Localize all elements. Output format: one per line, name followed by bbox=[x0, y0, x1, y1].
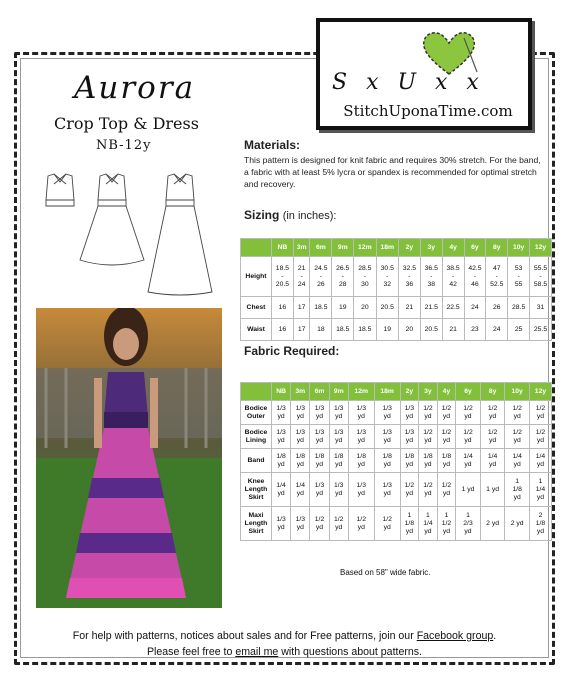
table-cell: 1/3 yd bbox=[374, 425, 400, 449]
table-cell: 25 bbox=[508, 319, 530, 341]
fabric-heading: Fabric Required: bbox=[244, 344, 340, 358]
table-row bbox=[241, 473, 552, 507]
table-cell: 1/2 yd bbox=[480, 425, 505, 449]
table-cell: 20 bbox=[354, 297, 376, 319]
table-row bbox=[241, 425, 552, 449]
table-cell: 1/8 yd bbox=[374, 449, 400, 473]
table-cell: 1/2 yd bbox=[437, 425, 456, 449]
fabric-table-body bbox=[241, 401, 552, 541]
sizing-table bbox=[240, 238, 552, 341]
table-cell: 1/8 yd bbox=[291, 449, 310, 473]
table-cell: 1/3 yd bbox=[272, 425, 291, 449]
knee-dress-sketch bbox=[80, 174, 144, 265]
table-cell: 28.5 bbox=[508, 297, 530, 319]
row-label: Waist bbox=[241, 319, 272, 341]
maxi-dress-sketch bbox=[148, 174, 212, 295]
sizing-heading-label: Sizing bbox=[244, 208, 280, 222]
table-cell: 1/3 yd bbox=[348, 473, 374, 507]
sizing-column-header-9m: 9m bbox=[332, 239, 354, 257]
fabric-column-header-3m: 3m bbox=[291, 383, 310, 401]
fabric-column-header-3y: 3y bbox=[419, 383, 438, 401]
fabric-column-header-6y: 6y bbox=[456, 383, 481, 401]
table-cell: 21 bbox=[442, 319, 464, 341]
materials-text: This pattern is designed for knit fabric and requires 30% stretch. For the band, a fabric with at least 5% lycra or spandex is recommended for optimal stretch and recovery. bbox=[244, 155, 541, 189]
fabric-column-header-12m: 12m bbox=[348, 383, 374, 401]
table-cell: 32.5 - 36 bbox=[398, 257, 420, 297]
site-logo[interactable] bbox=[316, 18, 532, 130]
table-cell: 24.5 - 26 bbox=[310, 257, 332, 297]
pattern-subtitle: Crop Top & Dress bbox=[54, 114, 199, 133]
table-cell: 1/2 yd bbox=[419, 473, 438, 507]
fabric-column-header-4y: 4y bbox=[437, 383, 456, 401]
table-cell: 1 yd bbox=[480, 473, 505, 507]
table-row bbox=[241, 507, 552, 541]
sizing-column-header-6y: 6y bbox=[464, 239, 486, 257]
fabric-header-corner bbox=[241, 383, 272, 401]
table-cell: 1/8 yd bbox=[400, 449, 419, 473]
table-cell: 1 1/4 yd bbox=[529, 473, 551, 507]
table-cell: 24 bbox=[486, 319, 508, 341]
table-cell: 16 bbox=[272, 319, 294, 341]
table-cell: 1/3 yd bbox=[374, 401, 400, 425]
table-row bbox=[241, 319, 552, 341]
table-cell: 38.5 - 42 bbox=[442, 257, 464, 297]
table-cell: 1/2 yd bbox=[310, 507, 329, 541]
table-cell: 1/8 yd bbox=[310, 449, 329, 473]
table-cell: 1/3 yd bbox=[348, 401, 374, 425]
footer-line-2 bbox=[20, 644, 549, 660]
crop-top-sketch bbox=[46, 174, 74, 206]
sizing-header-corner bbox=[241, 239, 272, 257]
facebook-group-link[interactable]: Facebook group bbox=[416, 630, 494, 642]
row-label: Band bbox=[241, 449, 272, 473]
sizing-table-body bbox=[241, 257, 552, 341]
email-link[interactable]: email me bbox=[235, 646, 279, 658]
row-label: Height bbox=[241, 257, 272, 297]
table-cell: 1/3 yd bbox=[291, 425, 310, 449]
row-label: Chest bbox=[241, 297, 272, 319]
fabric-column-header-6m: 6m bbox=[310, 383, 329, 401]
table-cell: 23 bbox=[464, 319, 486, 341]
model-photo bbox=[36, 308, 222, 608]
sizing-column-header-12y: 12y bbox=[530, 239, 552, 257]
table-cell: 53 - 55 bbox=[508, 257, 530, 297]
logo-url-text: StitchUponaTime.com bbox=[343, 102, 513, 120]
sizing-header-row bbox=[241, 239, 552, 257]
table-cell: 1/8 yd bbox=[329, 449, 348, 473]
fabric-column-header-8y: 8y bbox=[480, 383, 505, 401]
table-cell: 20.5 bbox=[376, 297, 398, 319]
row-label: Bodice Lining bbox=[241, 425, 272, 449]
sizing-column-header-3m: 3m bbox=[293, 239, 310, 257]
table-cell: 25.5 bbox=[530, 319, 552, 341]
table-cell: 1/3 yd bbox=[374, 473, 400, 507]
table-cell: 1 1/4 yd bbox=[419, 507, 438, 541]
sizing-column-header-6m: 6m bbox=[310, 239, 332, 257]
fabric-table bbox=[240, 382, 552, 541]
table-row bbox=[241, 449, 552, 473]
table-cell: 1/3 yd bbox=[272, 401, 291, 425]
table-cell: 1/2 yd bbox=[505, 425, 530, 449]
table-cell: 18.5 bbox=[332, 319, 354, 341]
table-cell: 1/4 yd bbox=[529, 449, 551, 473]
table-cell: 1/3 yd bbox=[310, 401, 329, 425]
footer-line-1 bbox=[20, 628, 549, 644]
table-cell: 1 1/8 yd bbox=[505, 473, 530, 507]
table-cell: 2 1/8 yd bbox=[529, 507, 551, 541]
table-cell: 1/2 yd bbox=[374, 507, 400, 541]
table-cell: 20 bbox=[398, 319, 420, 341]
table-cell: 1/2 yd bbox=[419, 401, 438, 425]
table-cell: 1/3 yd bbox=[400, 401, 419, 425]
sizing-column-header-8y: 8y bbox=[486, 239, 508, 257]
fabric-header-row bbox=[241, 383, 552, 401]
fabric-column-header-9m: 9m bbox=[329, 383, 348, 401]
materials-heading: Materials: bbox=[244, 138, 301, 152]
table-cell: 1 2/3 yd bbox=[456, 507, 481, 541]
table-cell: 1/3 yd bbox=[329, 401, 348, 425]
table-cell: 22.5 bbox=[442, 297, 464, 319]
sizing-column-header-NB: NB bbox=[272, 239, 294, 257]
row-label: Knee Length Skirt bbox=[241, 473, 272, 507]
row-label: Bodice Outer bbox=[241, 401, 272, 425]
sizing-column-header-10y: 10y bbox=[508, 239, 530, 257]
table-cell: 24 bbox=[464, 297, 486, 319]
table-cell: 20.5 bbox=[420, 319, 442, 341]
table-row bbox=[241, 297, 552, 319]
table-cell: 1/2 yd bbox=[456, 401, 481, 425]
table-cell: 2 yd bbox=[505, 507, 530, 541]
table-cell: 1/2 yd bbox=[456, 425, 481, 449]
sizing-column-header-3y: 3y bbox=[420, 239, 442, 257]
sizing-column-header-18m: 18m bbox=[376, 239, 398, 257]
table-cell: 18.5 bbox=[310, 297, 332, 319]
fabric-width-note: Based on 58" wide fabric. bbox=[340, 568, 431, 577]
table-cell: 1/2 yd bbox=[437, 401, 456, 425]
table-cell: 1 1/8 yd bbox=[400, 507, 419, 541]
table-cell: 1/2 yd bbox=[505, 401, 530, 425]
footer-line-1-text: For help with patterns, notices about sales and for Free patterns, join our bbox=[72, 630, 417, 642]
table-cell: 1/3 yd bbox=[310, 473, 329, 507]
table-cell: 1/3 yd bbox=[329, 425, 348, 449]
table-cell: 21.5 bbox=[420, 297, 442, 319]
logo-script-text: S x U x x bbox=[332, 70, 485, 95]
table-cell: 30.5 - 32 bbox=[376, 257, 398, 297]
sizing-heading bbox=[244, 208, 336, 222]
table-cell: 1/3 yd bbox=[272, 507, 291, 541]
table-cell: 31 bbox=[530, 297, 552, 319]
size-range-code: NB-12y bbox=[96, 138, 152, 153]
table-cell: 1/4 yd bbox=[291, 473, 310, 507]
table-cell: 1/2 yd bbox=[400, 473, 419, 507]
table-cell: 1/3 yd bbox=[291, 507, 310, 541]
fabric-column-header-18m: 18m bbox=[374, 383, 400, 401]
table-cell: 1/8 yd bbox=[419, 449, 438, 473]
table-cell: 16 bbox=[272, 297, 294, 319]
table-cell: 1 yd bbox=[456, 473, 481, 507]
footer-line-2-end: with questions about patterns. bbox=[278, 646, 423, 658]
table-cell: 1/8 yd bbox=[348, 449, 374, 473]
table-cell: 26 bbox=[486, 297, 508, 319]
table-cell: 1/2 yd bbox=[348, 507, 374, 541]
table-cell: 42.5 - 46 bbox=[464, 257, 486, 297]
row-label: Maxi Length Skirt bbox=[241, 507, 272, 541]
table-cell: 1/3 yd bbox=[329, 473, 348, 507]
table-cell: 19 bbox=[376, 319, 398, 341]
table-cell: 18.5 - 20.5 bbox=[272, 257, 294, 297]
table-cell: 1/2 yd bbox=[529, 401, 551, 425]
fabric-column-header-NB: NB bbox=[272, 383, 291, 401]
table-cell: 1/8 yd bbox=[272, 449, 291, 473]
footer-line-2-text: Please feel free to bbox=[146, 646, 236, 658]
table-cell: 28.5 - 30 bbox=[354, 257, 376, 297]
table-cell: 1/2 yd bbox=[329, 507, 348, 541]
table-cell: 17 bbox=[293, 297, 310, 319]
table-cell: 18.5 bbox=[354, 319, 376, 341]
sizing-heading-unit: (in inches): bbox=[282, 210, 337, 222]
table-cell: 1/3 yd bbox=[400, 425, 419, 449]
table-cell: 21 - 24 bbox=[293, 257, 310, 297]
photo-illustration bbox=[36, 308, 222, 608]
table-row bbox=[241, 401, 552, 425]
footer bbox=[20, 628, 549, 660]
table-cell: 18 bbox=[310, 319, 332, 341]
table-cell: 1/4 yd bbox=[480, 449, 505, 473]
table-cell: 1/4 yd bbox=[272, 473, 291, 507]
table-cell: 1/3 yd bbox=[348, 425, 374, 449]
table-cell: 17 bbox=[293, 319, 310, 341]
table-row bbox=[241, 257, 552, 297]
table-cell: 19 bbox=[332, 297, 354, 319]
technical-sketches bbox=[40, 170, 220, 298]
fabric-column-header-12y: 12y bbox=[529, 383, 551, 401]
table-cell: 2 yd bbox=[480, 507, 505, 541]
table-cell: 1 1/2 yd bbox=[437, 507, 456, 541]
footer-line-1-end: . bbox=[493, 630, 497, 642]
table-cell: 1/4 yd bbox=[505, 449, 530, 473]
table-cell: 55.5 - 58.5 bbox=[530, 257, 552, 297]
sizing-column-header-4y: 4y bbox=[442, 239, 464, 257]
pattern-title: Aurora bbox=[74, 70, 196, 106]
sizing-column-header-12m: 12m bbox=[354, 239, 376, 257]
table-cell: 1/2 yd bbox=[480, 401, 505, 425]
table-cell: 1/3 yd bbox=[291, 401, 310, 425]
fabric-column-header-10y: 10y bbox=[505, 383, 530, 401]
sizing-column-header-2y: 2y bbox=[398, 239, 420, 257]
table-cell: 1/2 yd bbox=[437, 473, 456, 507]
fabric-column-header-2y: 2y bbox=[400, 383, 419, 401]
table-cell: 1/2 yd bbox=[419, 425, 438, 449]
table-cell: 1/4 yd bbox=[456, 449, 481, 473]
table-cell: 1/8 yd bbox=[437, 449, 456, 473]
table-cell: 26.5 - 28 bbox=[332, 257, 354, 297]
table-cell: 21 bbox=[398, 297, 420, 319]
table-cell: 1/3 yd bbox=[310, 425, 329, 449]
table-cell: 36.5 - 38 bbox=[420, 257, 442, 297]
table-cell: 47 - 52.5 bbox=[486, 257, 508, 297]
table-cell: 1/2 yd bbox=[529, 425, 551, 449]
